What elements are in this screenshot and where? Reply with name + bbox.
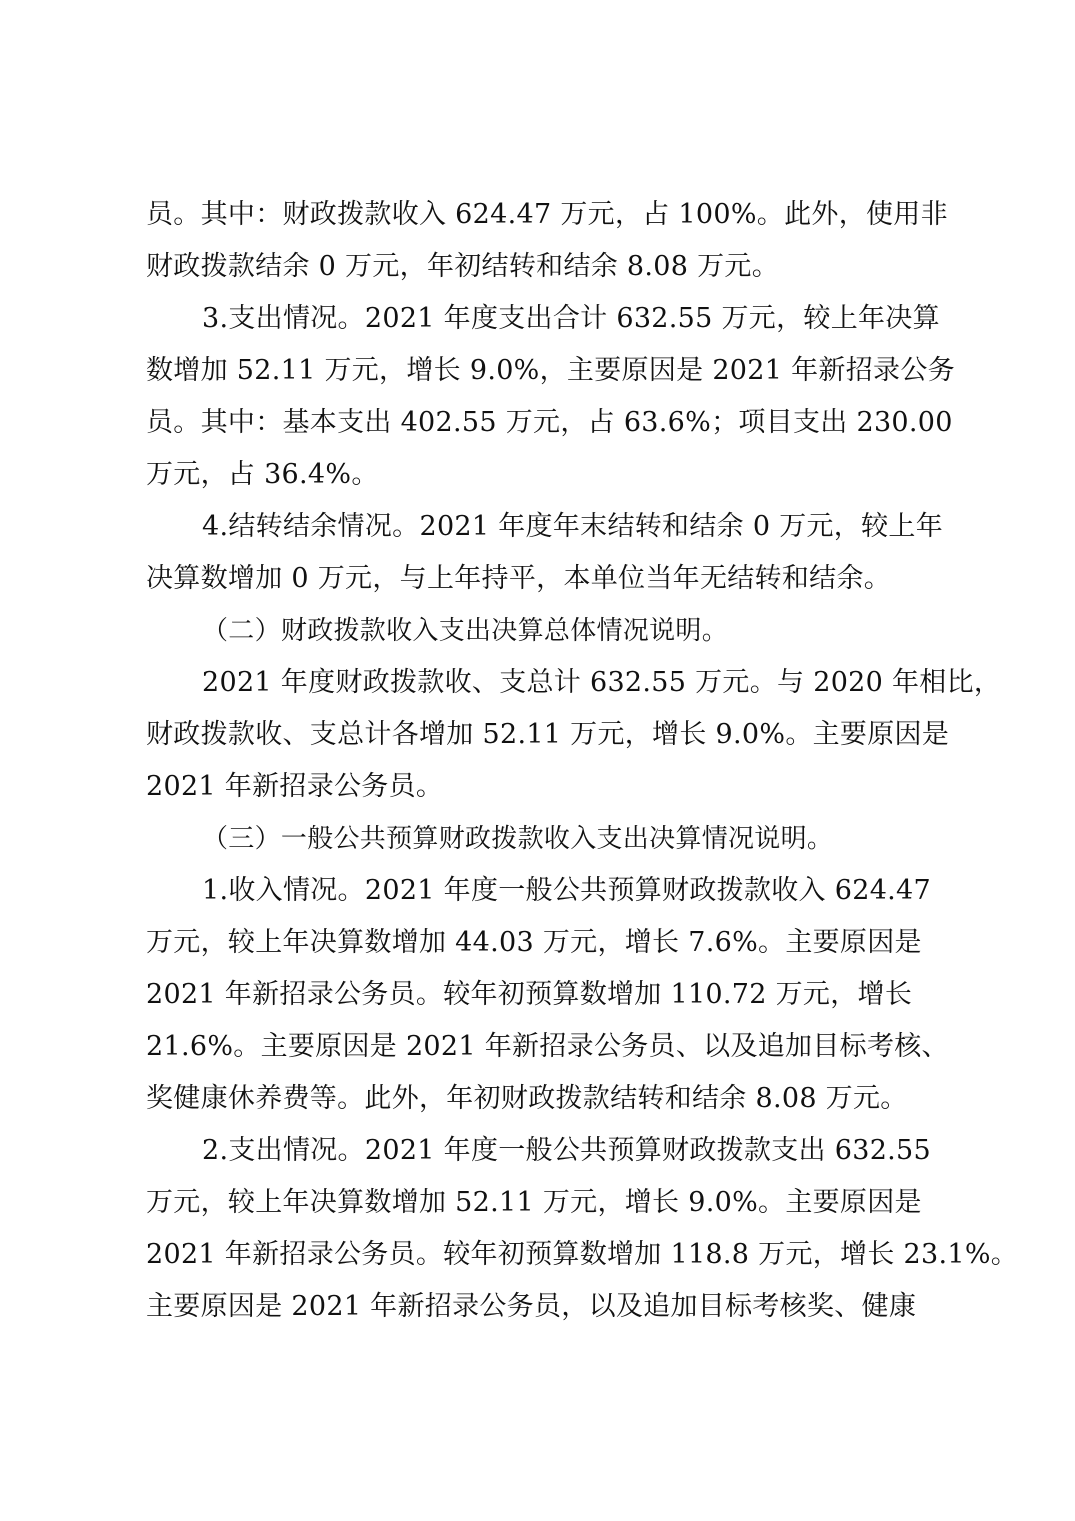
text-line-10: 2021 年度财政拨款收、支总计 632.55 万元。与 2020 年相比， [202, 667, 1002, 698]
text-line-6: 万元，占 36.4%。 [146, 459, 379, 490]
text-line-1: 员。其中：财政拨款收入 624.47 万元，占 100%。此外，使用非 [146, 199, 948, 230]
section-heading-2: （二）财政拨款收入支出决算总体情况说明。 [202, 616, 729, 646]
text-line-2: 财政拨款结余 0 万元，年初结转和结余 8.08 万元。 [146, 251, 780, 282]
text-line-18: 奖健康休养费等。此外，年初财政拨款结转和结余 8.08 万元。 [146, 1083, 908, 1114]
text-line-19: 2.支出情况。2021 年度一般公共预算财政拨款支出 632.55 [202, 1135, 932, 1166]
section-heading-3: （三）一般公共预算财政拨款收入支出决算情况说明。 [202, 824, 834, 854]
text-line-7: 4.结转结余情况。2021 年度年末结转和结余 0 万元，较上年 [202, 511, 943, 542]
text-line-22: 主要原因是 2021 年新招录公务员，以及追加目标考核奖、健康 [146, 1291, 917, 1322]
text-line-3: 3.支出情况。2021 年度支出合计 632.55 万元，较上年决算 [202, 303, 940, 334]
text-line-8: 决算数增加 0 万元，与上年持平，本单位当年无结转和结余。 [146, 563, 892, 594]
text-line-21: 2021 年新招录公务员。较年初预算数增加 118.8 万元，增长 23.1%。 [146, 1239, 1019, 1270]
text-line-20: 万元，较上年决算数增加 52.11 万元，增长 9.0%。主要原因是 [146, 1187, 922, 1218]
text-line-11: 财政拨款收、支总计各增加 52.11 万元，增长 9.0%。主要原因是 [146, 719, 950, 750]
text-line-16: 2021 年新招录公务员。较年初预算数增加 110.72 万元，增长 [146, 979, 913, 1010]
text-line-14: 1.收入情况。2021 年度一般公共预算财政拨款收入 624.47 [202, 875, 932, 906]
text-line-4: 数增加 52.11 万元，增长 9.0%，主要原因是 2021 年新招录公务 [146, 355, 955, 386]
text-line-17: 21.6%。主要原因是 2021 年新招录公务员、以及追加目标考核、 [146, 1031, 949, 1062]
text-line-12: 2021 年新招录公务员。 [146, 771, 444, 802]
text-line-15: 万元，较上年决算数增加 44.03 万元，增长 7.6%。主要原因是 [146, 927, 922, 958]
text-line-5: 员。其中：基本支出 402.55 万元，占 63.6%；项目支出 230.00 [146, 407, 953, 438]
